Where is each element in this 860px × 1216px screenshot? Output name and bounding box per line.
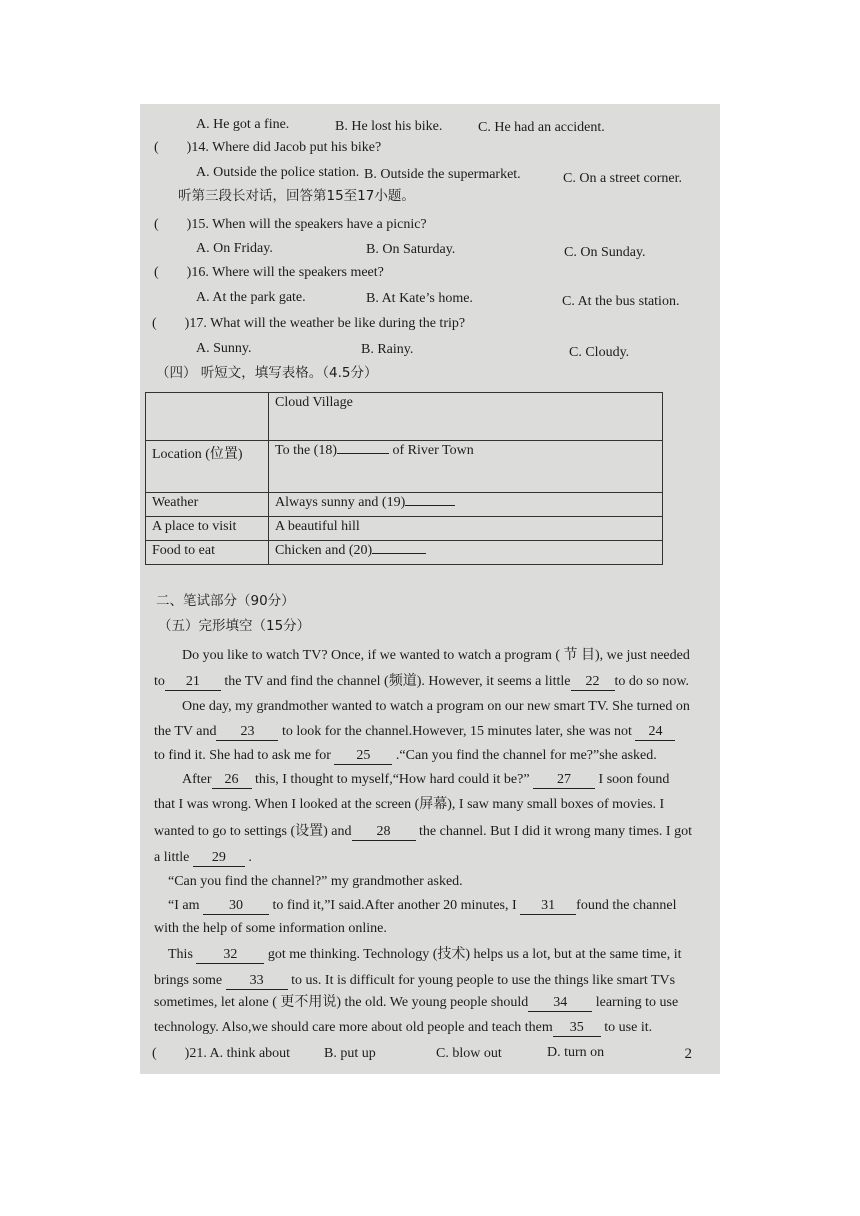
passage-line: Do you like to watch TV? Once, if we wanted to watch a program ( 节 目), we just needed <box>182 648 690 663</box>
q15-option-b: B. On Saturday. <box>366 242 456 257</box>
blank-31[interactable]: 31 <box>520 898 576 915</box>
passage-line: technology. Also,we should care more about old people and teach them 35 to use it. <box>154 1020 653 1035</box>
table-row <box>146 441 663 493</box>
passage-line: sometimes, let alone ( 更不用说) the old. We young people should 34 learning to use <box>154 995 679 1010</box>
q17-option-c: C. Cloudy. <box>569 345 630 360</box>
table-row <box>146 517 663 541</box>
passage-line: with the help of some information online. <box>154 921 387 936</box>
blank-30[interactable]: 30 <box>203 898 269 915</box>
row-value: Always sunny and (19) <box>269 493 663 517</box>
passage-line: This 32 got me thinking. Technology (技术) helps us a lot, but at the same time, it <box>168 947 682 962</box>
blank-29[interactable]: 29 <box>193 850 245 867</box>
exam-page <box>140 104 720 1074</box>
q15-option-a: A. On Friday. <box>196 241 273 256</box>
row-label: A place to visit <box>146 517 269 541</box>
row-label: Food to eat <box>146 541 269 565</box>
row-value: To the (18) of River Town <box>269 441 663 493</box>
blank-21[interactable]: 21 <box>165 674 221 691</box>
page-number: 2 <box>684 1046 692 1062</box>
blank-25[interactable]: 25 <box>334 748 392 765</box>
q17-option-a: A. Sunny. <box>196 341 252 356</box>
blank-22[interactable]: 22 <box>571 674 615 691</box>
table-row <box>146 541 663 565</box>
blank-26[interactable]: 26 <box>212 772 252 789</box>
row-label: Location (位置) <box>146 441 269 493</box>
q14-option-c: C. On a street corner. <box>563 171 682 186</box>
passage-line: “Can you find the channel?” my grandmother asked. <box>168 874 463 889</box>
answer-blank[interactable] <box>372 553 426 554</box>
passage-line: After 26 this, I thought to myself,“How hard could it be?” 27 I soon found <box>182 772 670 787</box>
section-4-heading: （四） 听短文，填写表格。（4.5分） <box>156 365 378 381</box>
q16-option-b: B. At Kate’s home. <box>366 291 473 306</box>
part-2-heading: 二、笔试部分（90分） <box>156 593 295 609</box>
q15-option-c: C. On Sunday. <box>564 245 646 260</box>
passage-line: a little 29 . <box>154 850 252 865</box>
row-label: Weather <box>146 493 269 517</box>
answer-blank[interactable] <box>337 453 389 454</box>
q13-option-c: C. He had an accident. <box>478 120 605 135</box>
q14-option-b: B. Outside the supermarket. <box>364 167 521 182</box>
answer-blank[interactable] <box>405 505 455 506</box>
q16-option-a: A. At the park gate. <box>196 290 306 305</box>
q15-stem: ( )15. When will the speakers have a picnic? <box>154 217 427 232</box>
table-header: Cloud Village <box>269 393 663 441</box>
blank-34[interactable]: 34 <box>528 995 592 1012</box>
passage-line: “I am 30 to find it,”I said.After another 20 minutes, I 31 found the channel <box>168 898 677 913</box>
row-value: A beautiful hill <box>269 517 663 541</box>
table-row <box>146 493 663 517</box>
blank-32[interactable]: 32 <box>196 947 264 964</box>
blank-28[interactable]: 28 <box>352 824 416 841</box>
blank-35[interactable]: 35 <box>553 1020 601 1037</box>
passage-line: that I was wrong. When I looked at the screen (屏幕), I saw many small boxes of movies. I <box>154 797 665 812</box>
q16-stem: ( )16. Where will the speakers meet? <box>154 265 384 280</box>
q14-option-a: A. Outside the police station. <box>196 165 360 180</box>
q21-option-d: D. turn on <box>547 1045 605 1060</box>
q21-stem: ( )21. A. think about <box>152 1046 291 1061</box>
passage-line: One day, my grandmother wanted to watch a program on our new smart TV. She turned on <box>182 699 690 714</box>
passage-line: to 21 the TV and find the channel (频道). However, it seems a little 22 to do so now. <box>154 674 690 689</box>
row-value: Chicken and (20) <box>269 541 663 565</box>
blank-33[interactable]: 33 <box>226 973 288 990</box>
q21-option-c: C. blow out <box>436 1046 502 1061</box>
q21-option-b: B. put up <box>324 1046 376 1061</box>
passage-line: wanted to go to settings (设置) and 28 the channel. But I did it wrong many times. I got <box>154 824 692 839</box>
blank-27[interactable]: 27 <box>533 772 595 789</box>
q17-option-b: B. Rainy. <box>361 342 414 357</box>
q16-option-c: C. At the bus station. <box>562 294 680 309</box>
q17-stem: ( )17. What will the weather be like during the trip? <box>152 316 466 331</box>
passage-line: the TV and 23 to look for the channel.However, 15 minutes later, she was not 24 <box>154 723 675 741</box>
q13-option-b: B. He lost his bike. <box>335 119 443 134</box>
section-5-heading: （五）完形填空（15分） <box>158 618 311 634</box>
q13-option-a: A. He got a fine. <box>196 117 290 132</box>
blank-24[interactable]: 24 <box>635 724 675 741</box>
q14-stem: ( )14. Where did Jacob put his bike? <box>154 140 382 155</box>
dialog-3-instruction: 听第三段长对话，回答第15至17小题。 <box>178 188 415 204</box>
table-corner <box>146 393 269 441</box>
blank-23[interactable]: 23 <box>216 724 278 741</box>
passage-line: brings some 33 to us. It is difficult for young people to use the things like smart TVs <box>154 973 676 988</box>
listening-table <box>145 392 663 565</box>
passage-line: to find it. She had to ask me for 25 .“Can you find the channel for me?”she asked. <box>154 748 657 763</box>
